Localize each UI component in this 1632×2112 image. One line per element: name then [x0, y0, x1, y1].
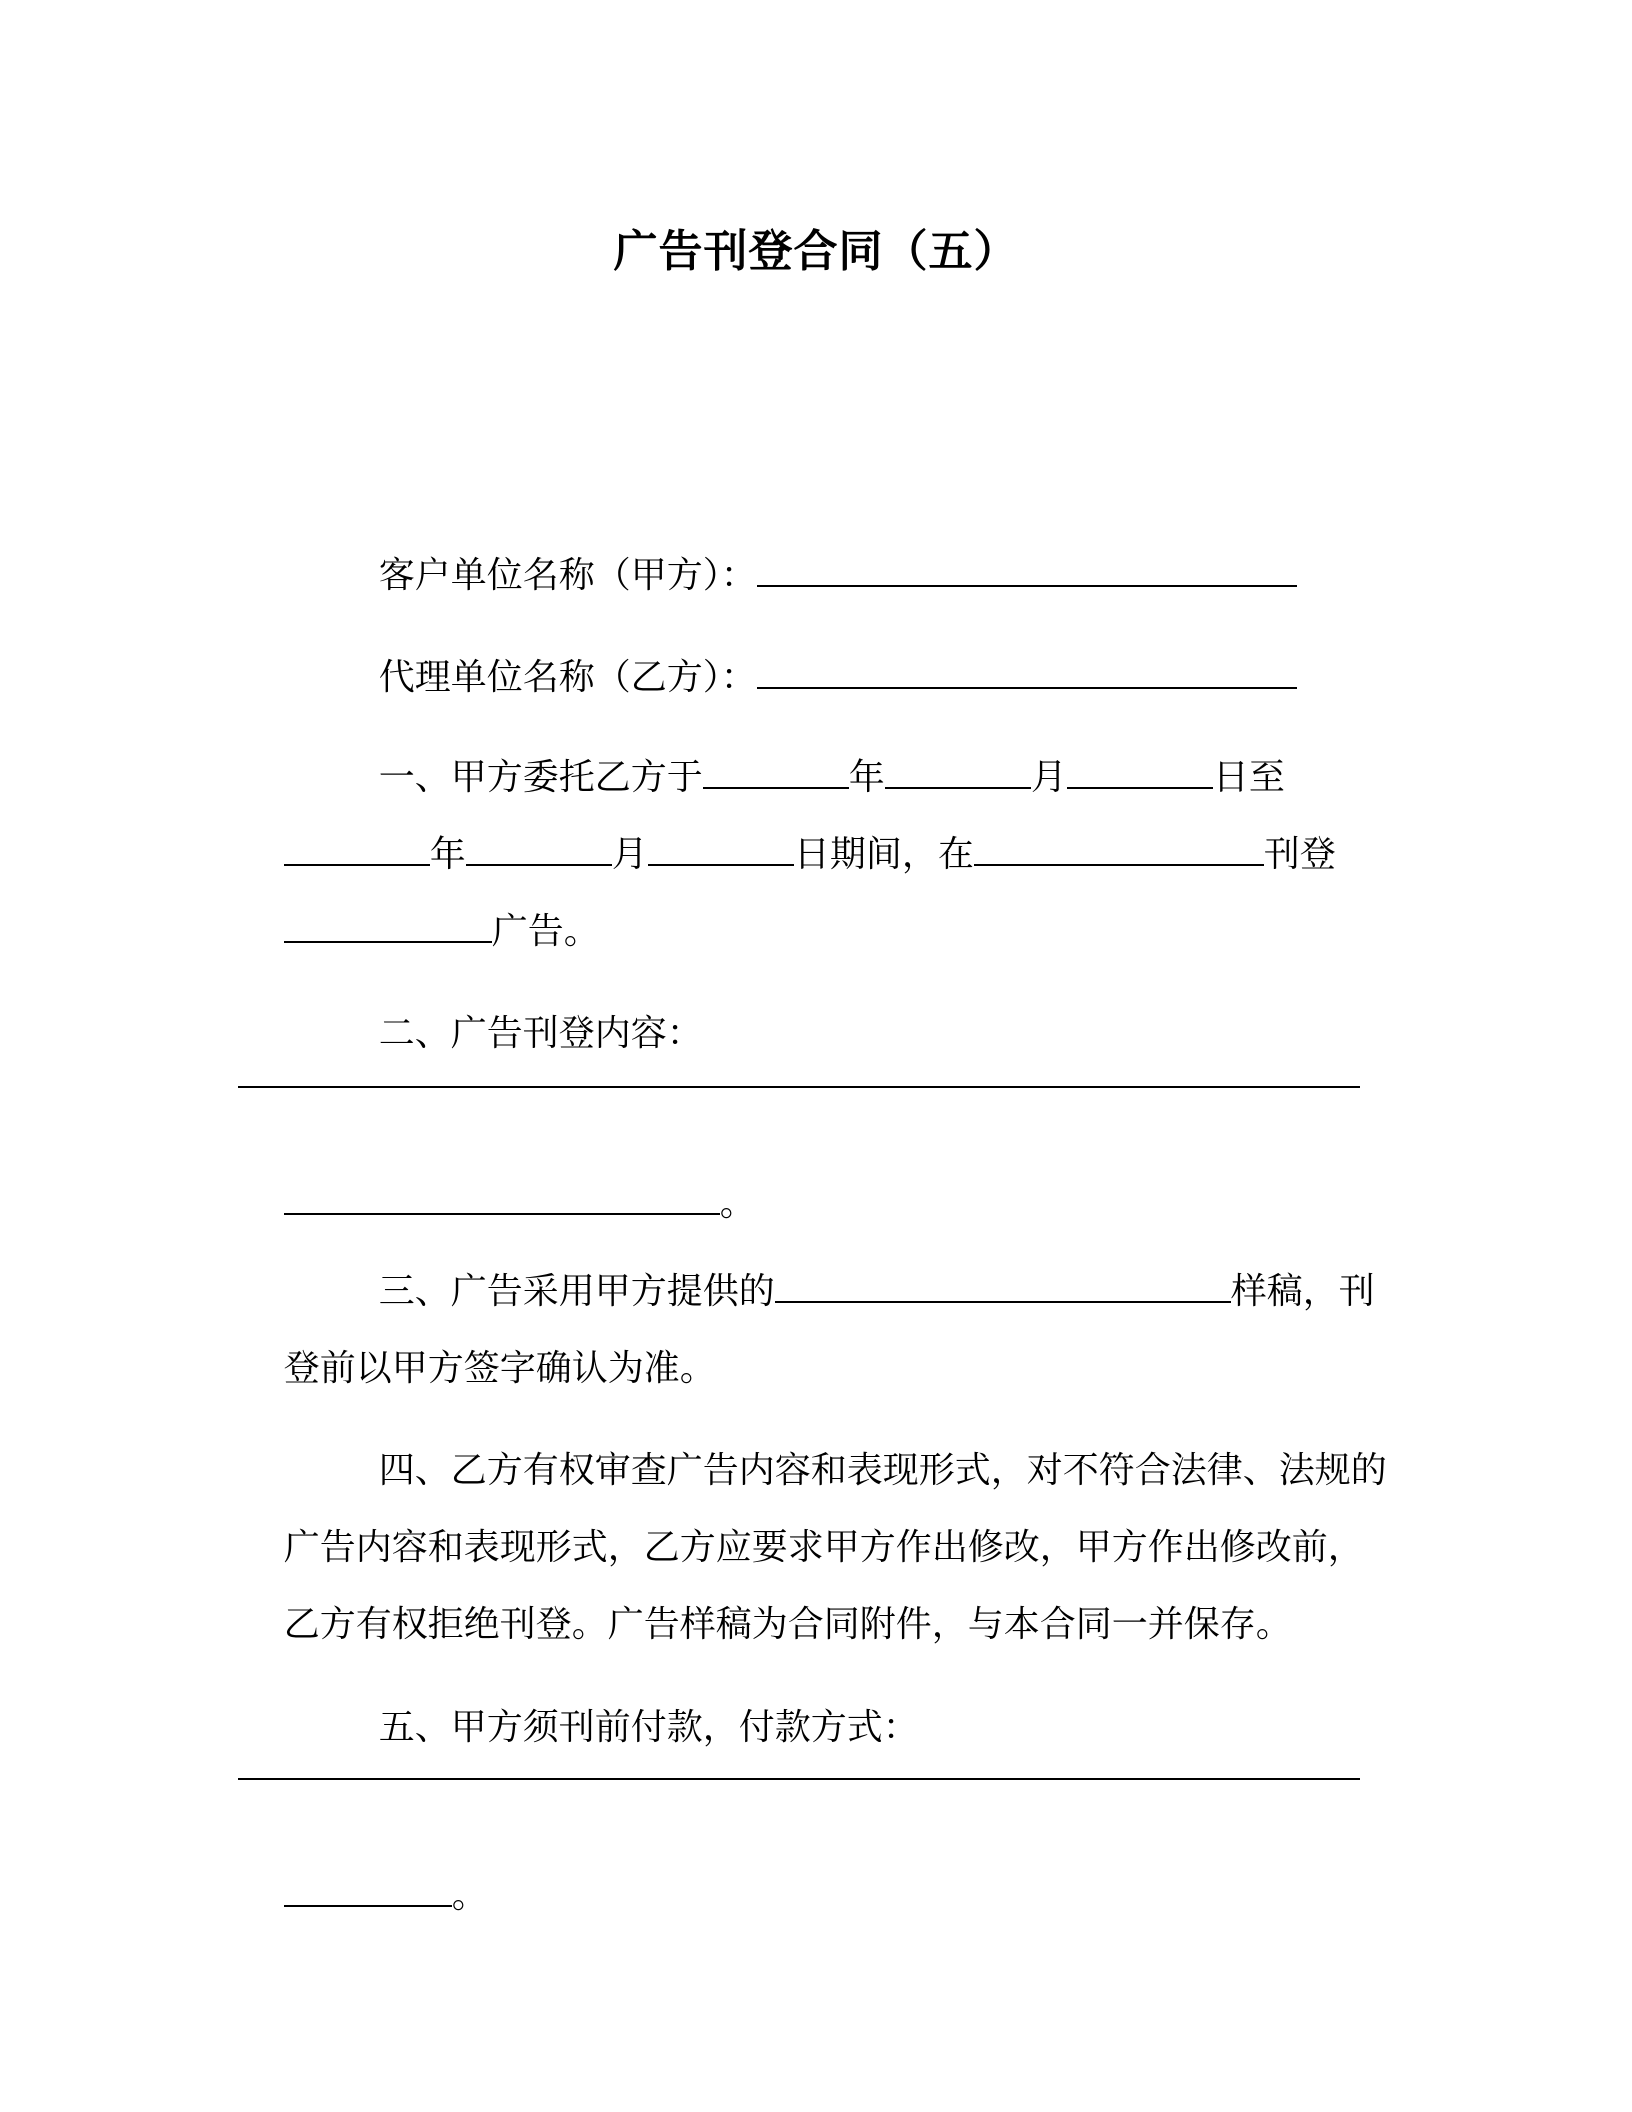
clause3-sample: 样稿，刊: [1230, 1271, 1375, 1312]
document-title: 广告刊登合同（五）: [613, 226, 1019, 277]
ad-type-blank[interactable]: [284, 911, 492, 943]
clause3-confirm: 登前以甲方签字确认为准。: [283, 1348, 716, 1389]
clause4-text2: 广告内容和表现形式，乙方应要求甲方作出修改，甲方作出修改前，: [283, 1527, 1364, 1568]
clause3-intro: 三、广告采用甲方提供的: [378, 1271, 775, 1312]
day-to-label: 日至: [1212, 757, 1285, 798]
client-name-blank[interactable]: [757, 555, 1297, 587]
clause4-text1: 四、乙方有权审查广告内容和表现形式，对不符合法律、法规的: [378, 1450, 1387, 1491]
clause1-intro: 一、甲方委托乙方于: [378, 757, 703, 798]
agent-label: 代理单位名称（乙方）：: [378, 657, 757, 698]
payment-blank-line2[interactable]: [284, 1875, 452, 1907]
month-label: 月: [1030, 757, 1067, 798]
sample-blank[interactable]: [775, 1271, 1231, 1303]
clause2-end: 。: [719, 1183, 756, 1224]
clause5-line2: [238, 1818, 488, 1974]
clause5-heading: [333, 1650, 919, 1806]
end-day-blank[interactable]: [648, 834, 794, 866]
ad-content-blank-line2[interactable]: [284, 1183, 720, 1215]
clause2-label: 二、广告刊登内容：: [378, 1013, 703, 1054]
ad-content-blank-line1[interactable]: [238, 1086, 1360, 1088]
publish-label: 刊登: [1263, 834, 1336, 875]
ad-end-label: 广告。: [491, 911, 600, 952]
clause2-heading: [333, 956, 703, 1112]
payment-blank-line1[interactable]: [238, 1778, 1360, 1780]
year-label: 年: [848, 757, 885, 798]
clause4-text3: 乙方有权拒绝刊登。广告样稿为合同附件，与本合同一并保存。: [283, 1604, 1292, 1645]
clause5-end: 。: [451, 1875, 488, 1916]
media-blank[interactable]: [974, 834, 1264, 866]
month-label: 月: [611, 834, 648, 875]
agent-name-blank[interactable]: [757, 657, 1297, 689]
year-label: 年: [429, 834, 466, 875]
client-label: 客户单位名称（甲方）：: [378, 555, 757, 596]
clause5-label: 五、甲方须刊前付款，付款方式：: [378, 1707, 919, 1748]
day-period-label: 日期间，在: [793, 834, 974, 875]
